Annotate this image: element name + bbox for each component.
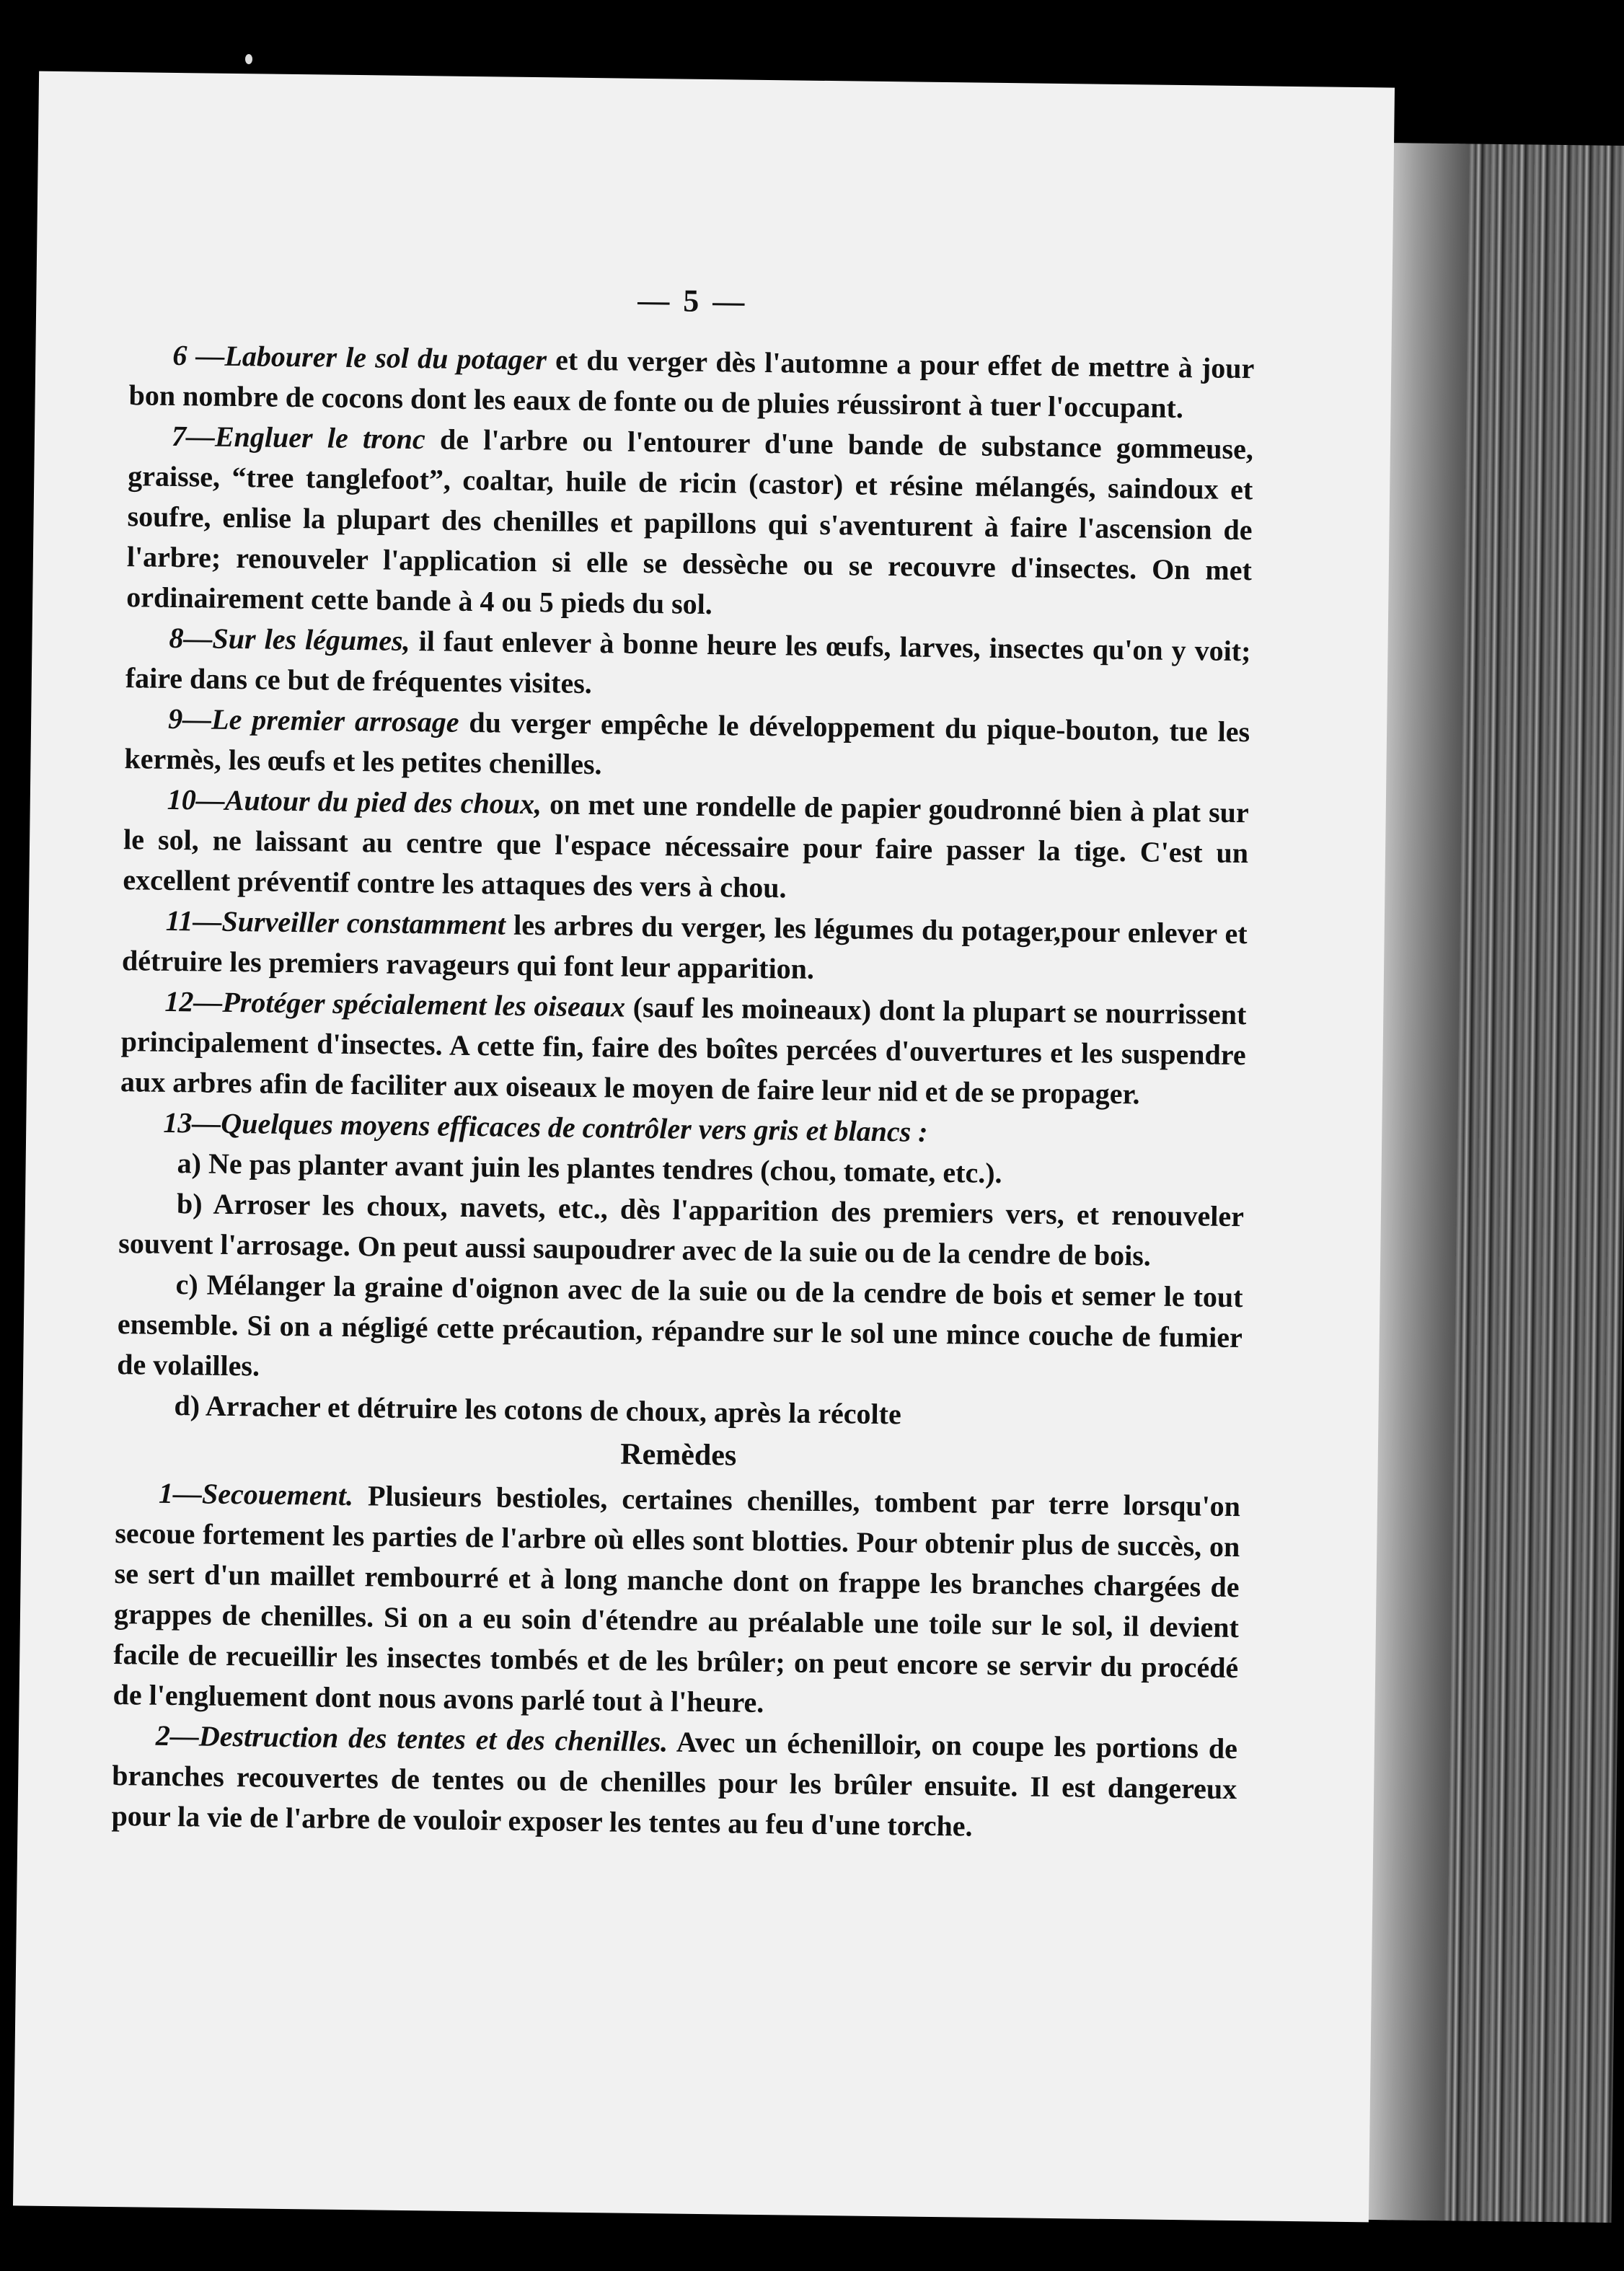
page-number: — 5 —: [637, 282, 748, 319]
item-7-body: de l'arbre ou l'entourer d'une bande de substance gommeuse, graisse, “tree tanglefoot”, coaltar, huile de ricin (castor) et résine mélangés, saindoux et soufre, enlise la plupart des chenilles et papillons qui s'aventurent à faire l'ascension de l'arbre; renouveler l'application si elle se dessèche ou se recouvre d'insectes. On met ordinairement cette bande à 4 ou 5 pieds du sol.: [125, 423, 1254, 621]
item-7-heading: 7—Engluer le tronc: [171, 419, 425, 456]
item-13-heading: 13—Quelques moyens efficaces de contrôler vers gris et blancs :: [163, 1106, 928, 1148]
page-text: [111, 274, 1255, 1850]
subitem-c: c) Mélanger la graine d'oignon avec de la suie ou de la cendre de bois et semer le tout ensemble. Si on a négligé cette précaution, répandre sur le sol une mince couche de fumier de volailles.: [116, 1268, 1243, 1383]
remedy-1-heading: 1—Secouement.: [158, 1476, 354, 1512]
subitem-a: a) Ne pas planter avant juin les plantes tendres (chou, tomate, etc.).: [177, 1147, 1002, 1190]
remedy-2-body: Avec un échenilloir, on coupe les portions de branches recouvertes de tentes ou de chenilles pour les brûler ensuite. Il est dangereux pour la vie de l'arbre de vouloir exposer les tentes au feu d'une torche.: [111, 1725, 1238, 1843]
paragraph-item-8: [125, 617, 1251, 712]
paragraph-remedy-2: [111, 1715, 1237, 1850]
item-6-heading: 6 —Labourer le sol du potager: [172, 338, 547, 376]
remedies-heading: Remèdes: [620, 1437, 737, 1473]
paragraph-item-6: [128, 335, 1254, 429]
scan-speck: [245, 54, 252, 64]
item-9-heading: 9—Le premier arrosage: [167, 702, 459, 738]
paragraph-item-9: [124, 698, 1250, 793]
item-11-body: les arbres du verger, les légumes du potager,pour enlever et détruire les premiers ravageurs qui font leur apparition.: [121, 908, 1248, 985]
paragraph-item-7: [126, 415, 1253, 631]
subitem-d: d) Arracher et détruire les cotons de choux, après la récolte: [174, 1389, 902, 1431]
book-page-edges: [1357, 143, 1624, 2223]
paragraph-item-10: [123, 779, 1249, 914]
item-12-heading: 12—Protéger spécialement les oiseaux: [164, 984, 626, 1023]
remedy-2-heading: 2—Destruction des tentes et des chenilles.: [155, 1719, 668, 1758]
item-8-body: il faut enlever à bonne heure les œufs, larves, insectes qu'on y voit; faire dans ce but de fréquentes visites.: [125, 624, 1251, 700]
item-6-body: et du verger dès l'automne a pour effet de mettre à jour bon nombre de cocons dont les eaux de fonte ou de pluies réussiront à tuer l'occupant.: [128, 343, 1255, 425]
item-10-body: on met une rondelle de papier goudronné bien à plat sur le sol, ne laissant au centre que l'espace nécessaire pour faire passer la tige. C'est un excellent préventif contre les attaques des vers à chou.: [123, 788, 1249, 904]
item-10-heading: 10—Autour du pied des choux,: [167, 782, 542, 821]
paragraph-item-11: [122, 900, 1248, 995]
paragraph-remedy-1: [112, 1473, 1240, 1729]
book-page: [13, 71, 1395, 2223]
remedy-1-body: Plusieurs bestioles, certaines chenilles, tombent par terre lorsqu'on secoue fortement les parties de l'arbre où elles sont blotties. Pour obtenir plus de succès, on se sert d'un maillet rembourré et à long manche dont on frappe les branches chargées de grappes de chenilles. Si on a eu soin d'étendre au préalable une toile sur le sol, il devient facile de recueillir les insectes tombés et de les brûler; on peut encore se servir du procédé de l'engluement dont nous avons parlé tout à l'heure.: [112, 1479, 1241, 1719]
subitem-b: b) Arroser les choux, navets, etc., dès l'apparition des premiers vers, et renouveler souvent l'arrosage. On peut aussi saupoudrer avec de la suie ou de la cendre de bois.: [118, 1187, 1245, 1272]
item-8-heading: 8—Sur les légumes,: [169, 621, 410, 657]
item-9-body: du verger empêche le développement du pique-bouton, tue les kermès, les œufs et les petites chenilles.: [124, 705, 1250, 781]
item-12-body: (sauf les moineaux) dont la plupart se nourrissent principalement d'insectes. A cette fin, faire des boîtes percées d'ouvertures et les suspendre aux arbres afin de faciliter aux oiseaux le moyen de faire leur nid et de se propager.: [120, 990, 1247, 1111]
paragraph-item-12: [120, 981, 1247, 1116]
item-11-heading: 11—Surveiller constamment: [165, 904, 506, 941]
